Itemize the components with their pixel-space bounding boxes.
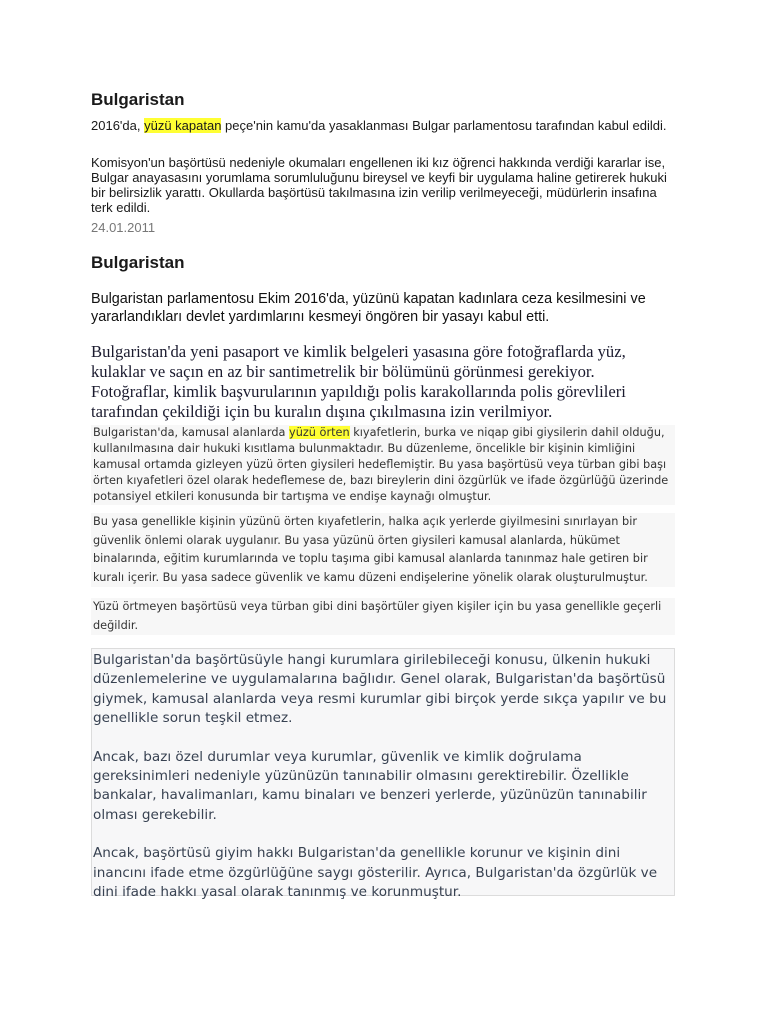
section2-serif-paragraph: Bulgaristan'da yeni pasaport ve kimlik belgeleri yasasına göre fotoğraflarda yüz, kulaklar ve saçın en az bir santimetrelik bir bölümünü görünmesi gerekiyor. Fotoğraflar, kimlik başvurularının yapıldığı polis karakollarında polis görevlileri tarafından çekildiği için bu kuralın dışına çıkılmasına izin verilmiyor.	[91, 342, 626, 421]
section3-paragraph-1	[91, 425, 675, 505]
section2-paragraph-1: Bulgaristan parlamentosu Ekim 2016'da, yüzünü kapatan kadınlara ceza kesilmesini ve yararlandıkları devlet yardımlarını kesmeyi öngören bir yasayı kabul etti.	[91, 291, 646, 325]
section1-title: Bulgaristan	[91, 90, 185, 109]
section2-title: Bulgaristan	[91, 253, 185, 272]
section3-paragraph-2: Bu yasa genellikle kişinin yüzünü örten kıyafetlerin, halka açık yerlerde giyilmesini sınırlayan bir güvenlik önlemi olarak uygulanır. Bu yasa yüzünü örten giysileri kamusal alanlarda, hükümet binalarında, eğitim kurumlarında ve toplu taşıma gibi kamusal alanlarda tanınmaz hale getiren bir kuralı içerir. Bu yasa sadece güvenlik ve kamu düzeni endişelerine yönelik olarak oluşturulmuştur.	[91, 513, 675, 587]
section3-paragraph-3: Yüzü örtmeyen başörtüsü veya türban gibi dini başörtüler giyen kişiler için bu yasa genellikle geçerli değildir.	[91, 598, 675, 635]
section1-paragraph-1	[91, 118, 676, 133]
answer-paragraph-3: Ancak, başörtüsü giyim hakkı Bulgaristan'da genellikle korunur ve kişinin dini inancını ifade etme özgürlüğüne saygı gösterilir. Ayrıca, Bulgaristan'da özgürlük ve dini ifade hakkı yasal olarak tanınmış ve korunmuştur.	[93, 845, 658, 901]
highlighted-phrase: yüzü kapatan	[144, 118, 222, 133]
answer-paragraph-2: Ancak, bazı özel durumlar veya kurumlar, güvenlik ve kimlik doğrulama gereksinimleri nedeniyle yüzünüzün tanınabilir olmasını gerektirebilir. Özellikle bankalar, havalimanları, kamu binaları ve benzeri yerlerde, yüzünüzün tanınabilir olması gerekebilir.	[93, 748, 647, 823]
text-run: kıyafetlerin, burka ve niqap gibi giysilerin dahil olduğu, kullanılmasına dair hukuki kısıtlama bulunmaktadır. Bu düzenleme, öncelikle bir kişinin kimliğini kamusal ortamda gizleyen yüzü örten giysileri hedeflemiştir. Bu yasa başörtüsü veya türban gibi başı örten kıyafetleri özel olarak hedeflemese de, bazı bireylerin dini özgürlük ve ifade özgürlüğü üzerinde potansiyel etkileri konusunda bir tartışma ve endişe kaynağı olmuştur.	[93, 426, 669, 503]
text-run: peçe'nin kamu'da yasaklanması Bulgar parlamentosu tarafından kabul edildi.	[221, 118, 667, 133]
text-run: Bulgaristan'da, kamusal alanlarda	[93, 426, 290, 439]
section1-date: 24.01.2011	[91, 220, 156, 235]
highlighted-phrase: yüzü örten	[289, 426, 350, 439]
section1-paragraph-2: Komisyon'un başörtüsü nedeniyle okumaları engellenen iki kız öğrenci hakkında verdiği kararlar ise, Bulgar anayasasını yorumlama sorumluluğunu bireysel ve keyfi bir uygulama haline getirerek hukuki bir belirsizlik yarattı. Okullarda başörtüsü takılmasına izin verilip verilmeyeceği, müdürlerin insafına terk edildi.	[91, 155, 667, 215]
answer-paragraph-1: Bulgaristan'da başörtüsüyle hangi kurumlara girilebileceği konusu, ülkenin hukuki düzenlemelerine ve uygulamalarına bağlıdır. Genel olarak, Bulgaristan'da başörtüsü giymek, kamusal alanlarda veya resmi kurumlar gibi birçok yerde sıkça yapılır ve bu genellikle sorun teşkil etmez.	[93, 652, 667, 727]
answer-box	[91, 648, 675, 901]
text-run: 2016'da,	[91, 118, 145, 133]
